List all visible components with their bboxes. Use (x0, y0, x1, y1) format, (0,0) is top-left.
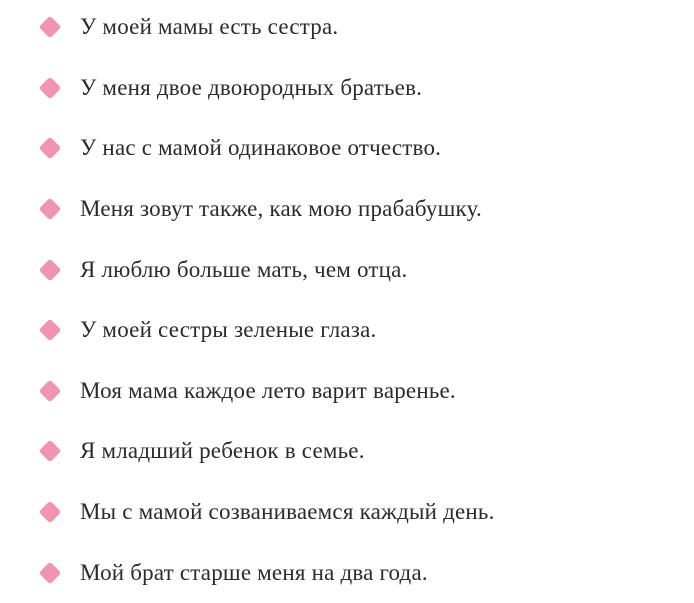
statement-text: У меня двое двоюродных братьев. (80, 74, 423, 100)
list-item (0, 179, 694, 240)
list-item (0, 58, 694, 119)
statement-text: Моя мама каждое лето варит варенье. (80, 377, 456, 403)
diamond-bullet-icon (39, 16, 62, 39)
statement-text: Я люблю больше мать, чем отца. (80, 256, 408, 282)
list-item (0, 421, 694, 482)
list-item (0, 482, 694, 543)
statement-text: У моей сестры зеленые глаза. (80, 317, 377, 343)
list-item (0, 361, 694, 422)
diamond-bullet-icon (39, 77, 62, 100)
statement-text: Я младший ребенок в семье. (80, 438, 365, 464)
diamond-bullet-icon (39, 137, 62, 160)
statement-text: У нас с мамой одинаковое отчество. (80, 135, 442, 161)
diamond-bullet-icon (39, 501, 62, 524)
list-item (0, 542, 694, 603)
statement-text: У моей мамы есть сестра. (80, 14, 339, 40)
list-item (0, 0, 694, 58)
list-item (0, 118, 694, 179)
statement-text: Мой брат старше меня на два года. (80, 559, 428, 585)
statement-text: Мы с мамой созваниваемся каждый день. (80, 499, 495, 525)
diamond-bullet-icon (39, 561, 62, 584)
diamond-bullet-icon (39, 258, 62, 281)
diamond-bullet-icon (39, 440, 62, 463)
statement-text: Меня зовут также, как мою прабабушку. (80, 196, 482, 222)
diamond-bullet-icon (39, 198, 62, 221)
diamond-bullet-icon (39, 319, 62, 342)
list-item (0, 300, 694, 361)
diamond-bullet-icon (39, 380, 62, 403)
list-item (0, 239, 694, 300)
